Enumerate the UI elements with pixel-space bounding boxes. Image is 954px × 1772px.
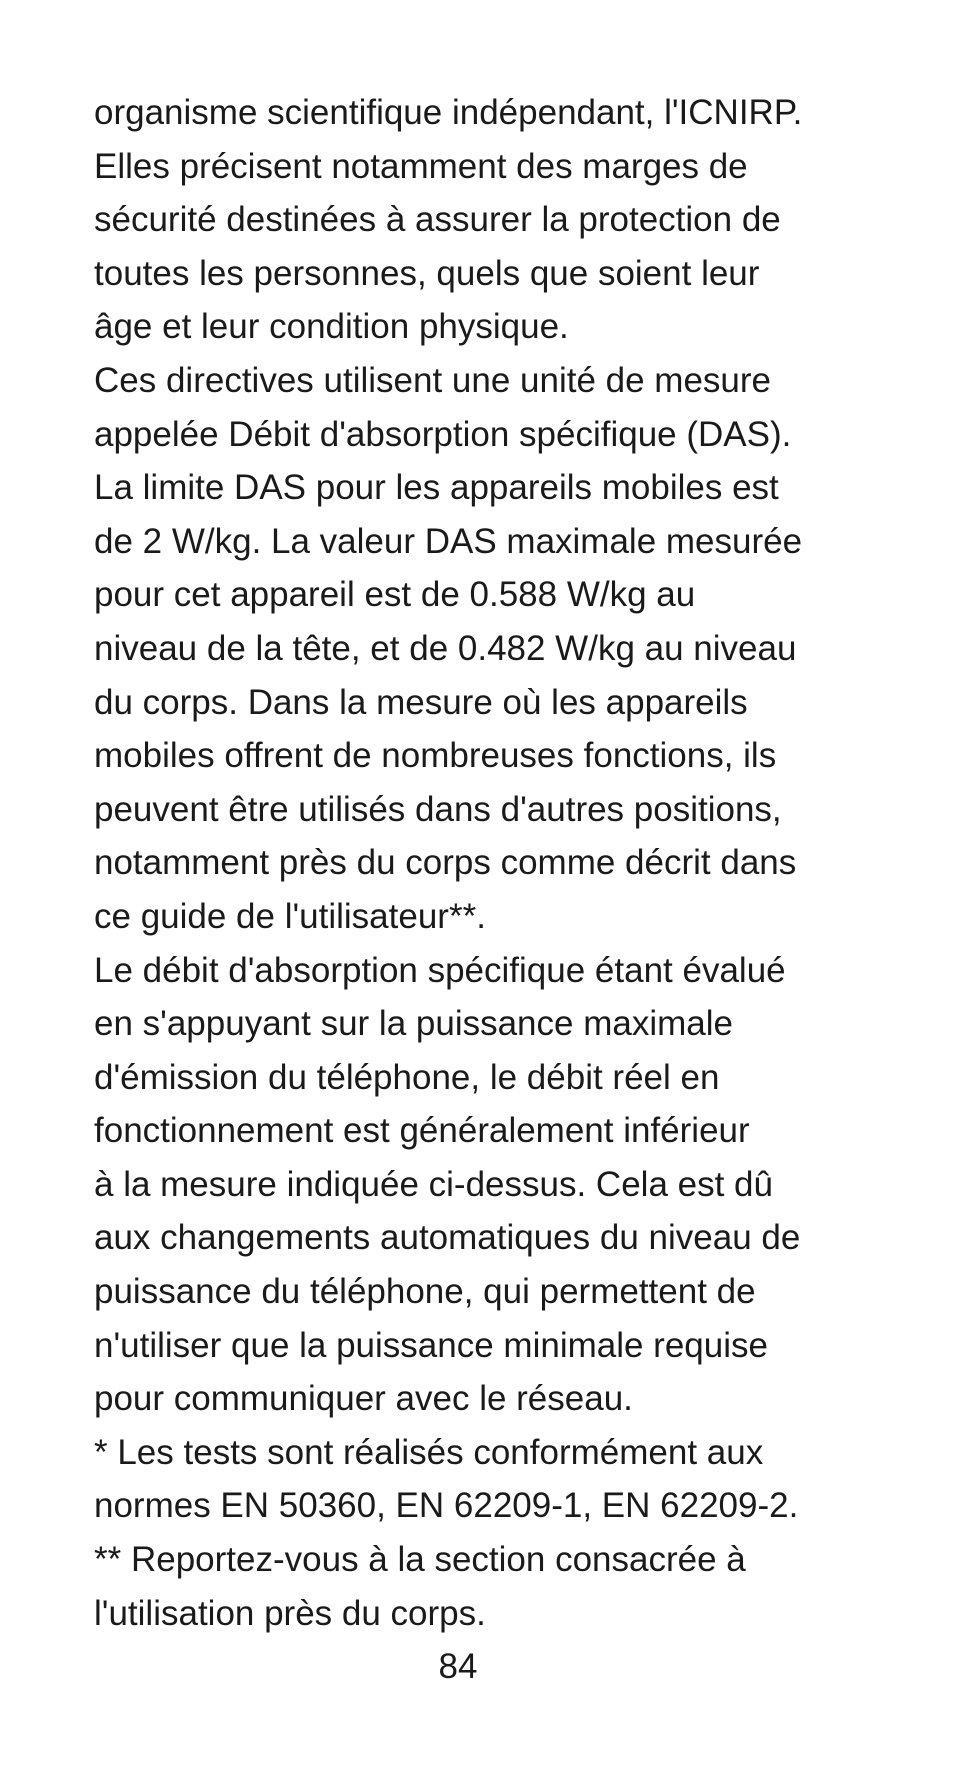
- text-line: mobiles offrent de nombreuses fonctions, ils: [94, 736, 777, 776]
- text-line: âge et leur condition physique.: [94, 307, 569, 347]
- text-line: peuvent être utilisés dans d'autres positions,: [94, 789, 782, 829]
- text-line: aux changements automatiques du niveau de: [94, 1218, 801, 1258]
- text-line: n'utiliser que la puissance minimale requise: [94, 1325, 768, 1365]
- page-number: 84: [438, 1647, 478, 1686]
- document-body: [94, 86, 914, 1640]
- text-line: pour communiquer avec le réseau.: [94, 1379, 633, 1419]
- text-line: puissance du téléphone, qui permettent de: [94, 1272, 756, 1312]
- footnote-tests: [94, 1426, 914, 1533]
- text-line: pour cet appareil est de 0.588 W/kg au: [94, 575, 696, 615]
- text-line: normes EN 50360, EN 62209-1, EN 62209-2.: [94, 1486, 799, 1526]
- paragraph-das-evaluation: [94, 944, 914, 1426]
- paragraph-icnirp-guidelines: [94, 86, 914, 354]
- text-line: Elles précisent notamment des marges de: [94, 146, 748, 186]
- text-line: appelée Débit d'absorption spécifique (DAS).: [94, 414, 792, 454]
- text-line: sécurité destinées à assurer la protection de: [94, 200, 781, 240]
- text-line: l'utilisation près du corps.: [94, 1593, 486, 1633]
- text-line: * Les tests sont réalisés conformément aux: [94, 1432, 764, 1472]
- text-line: d'émission du téléphone, le débit réel en: [94, 1057, 720, 1097]
- text-line: du corps. Dans la mesure où les appareils: [94, 682, 748, 722]
- paragraph-das-limits: [94, 354, 914, 944]
- text-line: Ces directives utilisent une unité de mesure: [94, 360, 772, 400]
- text-line: de 2 W/kg. La valeur DAS maximale mesurée: [94, 521, 803, 561]
- text-line: Le débit d'absorption spécifique étant évalué: [94, 950, 786, 990]
- text-line: en s'appuyant sur la puissance maximale: [94, 1004, 733, 1044]
- text-line: fonctionnement est généralement inférieur: [94, 1111, 750, 1151]
- text-line: ce guide de l'utilisateur**.: [94, 896, 486, 936]
- text-line: niveau de la tête, et de 0.482 W/kg au niveau: [94, 628, 797, 668]
- text-line: ** Reportez-vous à la section consacrée à: [94, 1540, 746, 1580]
- text-line: à la mesure indiquée ci-dessus. Cela est dû: [94, 1164, 773, 1204]
- text-line: toutes les personnes, quels que soient leur: [94, 253, 760, 293]
- text-line: La limite DAS pour les appareils mobiles est: [94, 468, 779, 508]
- text-line: notamment près du corps comme décrit dans: [94, 843, 797, 883]
- footnote-body-use: [94, 1533, 914, 1640]
- text-line: organisme scientifique indépendant, l'ICNIRP.: [94, 93, 803, 132]
